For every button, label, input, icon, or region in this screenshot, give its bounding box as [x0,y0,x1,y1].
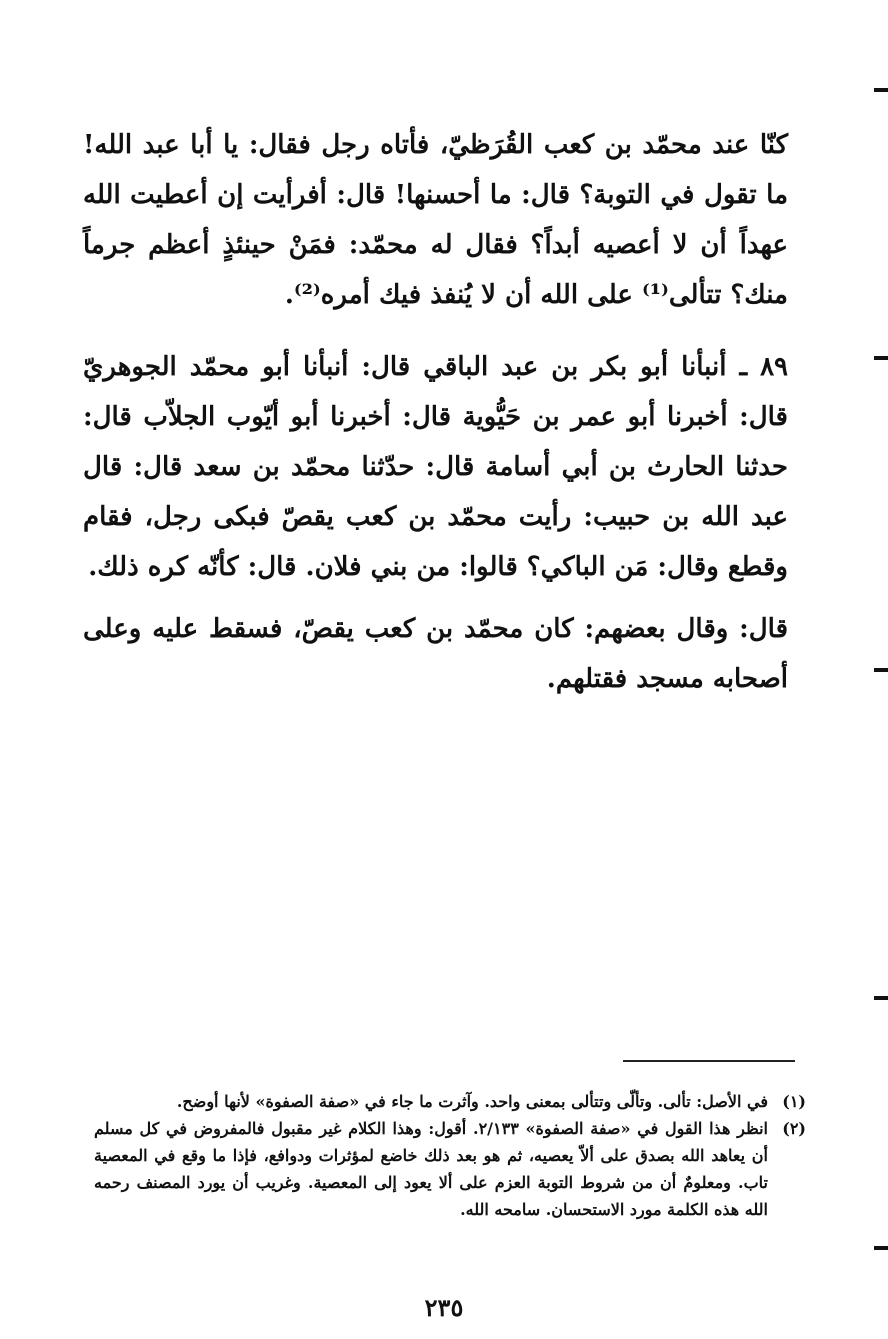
footnote-separator [623,1060,795,1062]
scan-edge-mark [874,88,888,92]
paragraph-89 [83,342,788,592]
paragraph-1 [83,120,788,320]
paragraph-3 [83,604,788,704]
paragraph-text: كنّا عند محمّد بن كعب القُرَظيّ، فأتاه رجل فقال: يا أبا عبد الله! ما تقول في التوبة؟ قال: ما أحسنها! قال: أفرأيت إن أعطيت الله عهداً أن لا أعصيه أبداً؟ فقال له محمّد: فمَنْ حينئذٍ أعظم جرماً منك؟ تتألى⁽¹⁾ على الله أن لا يُنفذ فيك أمره⁽²⁾. [83,130,788,310]
footnote-text: انظر هذا القول في «صفة الصفوة» ٢/١٣٣. أقول: وهذا الكلام غير مقبول فالمفروض في كل مسلم أن يعاهد الله بصدق على ألاّ يعصيه، ثم هو بعد ذلك خاضع لمؤثرات ودوافع، فإذا ما وقع في المعصية تاب. ومعلومٌ أن من شروط التوبة العزم على ألا يعود إلى المعصية. وغريب أن يورد المصنف رحمه الله هذه الكلمة مورد الاستحسان. سامحه الله. [94,1119,769,1219]
footnote-1 [94,1088,806,1115]
scan-edge-mark [874,996,888,1000]
scan-edge-mark [874,1246,888,1250]
paragraph-text: ٨٩ ـ أنبأنا أبو بكر بن عبد الباقي قال: أنبأنا أبو محمّد الجوهريّ قال: أخبرنا أبو عمر بن حَيُّوية قال: أخبرنا أبو أيّوب الجلاّب قال: حدثنا الحارث بن أبي أسامة قال: حدّثنا محمّد بن سعد قال: قال عبد الله بن حبيب: رأيت محمّد بن كعب يقصّ فبكى رجل، فقام وقطع وقال: مَن الباكي؟ قالوا: من بني فلان. قال: كأنّه كره ذلك. [83,352,788,582]
scan-edge-mark [874,668,888,672]
footnotes [94,1088,806,1223]
paragraph-text: قال: وقال بعضهم: كان محمّد بن كعب يقصّ، فسقط عليه وعلى أصحابه مسجد فقتلهم. [83,614,788,694]
page-number: ٢٣٥ [424,1293,464,1322]
scan-edge-mark [874,356,888,360]
footnote-number: (٢) [782,1119,806,1138]
footnote-2 [94,1115,806,1223]
footnote-number: (١) [782,1092,806,1111]
footnote-text: في الأصل: تألى. وتألّى وتتألى بمعنى واحد. وآثرت ما جاء في «صفة الصفوة» لأنها أوضح. [176,1092,768,1111]
